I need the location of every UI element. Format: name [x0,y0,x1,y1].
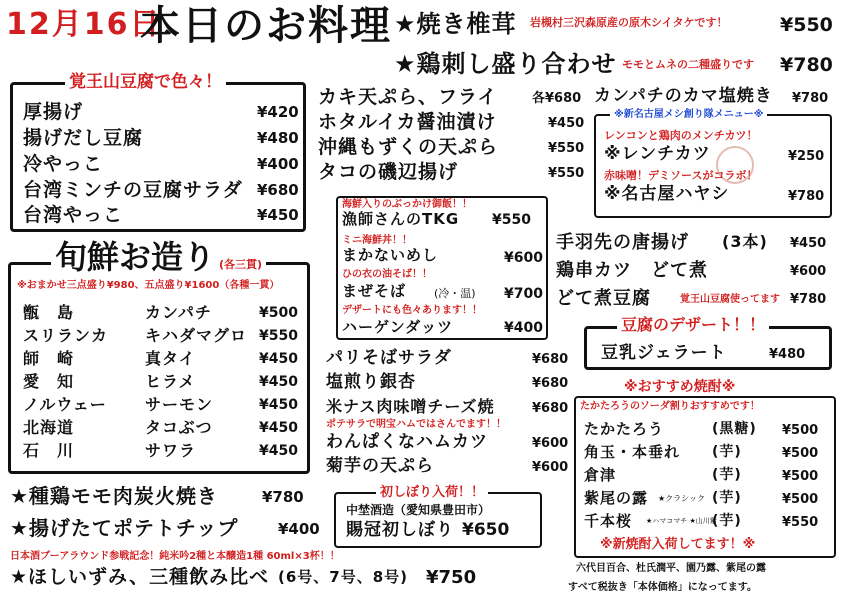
dessert-title: 豆腐のデザート！！ [617,317,769,333]
sashimi-subtitle: (各三貫) [219,258,263,271]
menu-item: 塩煎り銀杏 [326,372,416,392]
fish-price: ¥450 [259,420,298,436]
fish: 真タイ [145,349,196,368]
origin: スリランカ [23,326,109,345]
nagoya-note: レンコンと鶏肉のメンチカツ！ [604,129,758,142]
tofu-item-price: ¥400 [257,155,299,173]
shochu-sub: ★クラシック [658,494,706,503]
menu-item: カキ天ぷら、フライ [318,86,498,108]
chicken-grill-name: ★種鶏モモ肉炭火焼き [10,484,218,508]
shochu-note: たかたろうのソーダ割りおすすめです！ [580,401,760,412]
tofu-item-price: ¥680 [257,181,299,199]
origin: 石 川 [23,441,75,460]
kiri-title: 初しぼり入荷！！ [376,486,488,499]
tebasaki-name: 手羽先の唐揚げ [556,232,689,253]
nagoya-item-name: ※レンチカツ [604,144,711,164]
fish: ヒラメ [145,372,196,391]
potato-price: ¥400 [278,520,320,538]
makanai-price: ¥600 [504,250,543,266]
shochu-kind: (芋) [712,513,742,529]
menu-item: 米ナス肉味噌チーズ焼 [326,397,495,416]
fish: サーモン [145,395,214,414]
sake-price: ¥750 [426,567,477,588]
nagoya-title: ※新名古屋メシ創り隊メニュー※ [610,110,767,120]
menu-item: タコの磯辺揚げ [318,161,459,183]
tofu-item-price: ¥480 [257,129,299,147]
menu-price: ¥550 [548,141,585,156]
menu-price: ¥600 [532,460,569,475]
shochu-name: 千本桜 [584,512,633,530]
shochu-name: 倉津 [584,466,617,484]
kiri-brewery: 中埜酒造（愛知県豊田市） [346,503,491,517]
tofu-box [10,72,306,232]
shochu-kind: (芋) [712,490,742,506]
shochu-new-list: 六代目百合、杜氏潤平、園乃露、紫尾の露 [576,563,766,574]
origin: 師 崎 [23,349,75,368]
shochu-title: ※おすすめ焼酎※ [624,379,736,395]
fish-price: ¥500 [259,305,298,321]
tkg-name: 漁師さんのTKG [342,210,460,228]
chicken-sashimi-name: ★鶏刺し盛り合わせ [394,50,617,78]
mazesoba-sub: (冷・温) [434,287,476,300]
tofu-item-price: ¥450 [257,206,299,224]
rice-note: デザートにも色々あります！！ [342,305,482,316]
footnote: すべて税抜き「本体価格」になってます。 [568,582,757,593]
menu-item: パリそばサラダ [326,348,452,368]
chicken-grill-price: ¥780 [262,488,304,506]
shochu-price: ¥500 [782,492,819,507]
menu-item: 菊芋の天ぷら [326,456,434,476]
kanpachi-name: カンパチのカマ塩焼き [594,86,773,106]
tofu-item-name: 揚げだし豆腐 [23,127,144,149]
shochu-name: 紫尾の露 [584,489,649,507]
dessert-name: 豆乳ジェラート [601,343,727,363]
tebasaki-price: ¥450 [790,236,827,251]
menu-price: ¥600 [532,436,569,451]
fish: タコぶつ [145,418,213,437]
potato-name: ★揚げたてポテトチップ [10,516,239,540]
shiitake-name: ★焼き椎茸 [394,10,517,38]
chicken-sashimi-price: ¥780 [780,54,833,76]
sake-name: ★ほしいずみ、三種飲み比べ [10,566,270,588]
kiri-price: ¥650 [462,520,510,540]
shochu-box [574,396,836,558]
date: 12月16日 [6,7,162,42]
origin: ノルウェー [23,395,107,414]
menu-price: ¥680 [532,352,569,367]
tofu-item-name: 台湾ミンチの豆腐サラダ [23,179,243,201]
nagoya-note: 赤味噌！デミソースがコラボ！ [604,169,758,182]
fish-price: ¥550 [259,328,298,344]
fish: カンパチ [145,303,212,322]
tofu-title: 覚王山豆腐で色々！ [65,74,226,91]
shochu-name: 角玉・本垂れ [584,443,681,461]
tebasaki-sub: (3本) [722,232,768,251]
shiitake-price: ¥550 [780,14,833,36]
rice-box [336,196,548,340]
sashimi-title [51,238,266,276]
hamkatsu-note: ポテサラで明宝ハムではさんでます！！ [326,419,506,430]
shochu-kind: (芋) [712,444,742,460]
kanpachi-price: ¥780 [792,91,829,106]
nagoya-item-price: ¥780 [788,189,825,204]
tofu-item-name: 台湾やっこ [23,204,124,226]
menu-item: 沖縄もずくの天ぷら [318,136,499,158]
dessert-box [584,315,832,370]
haagen-price: ¥400 [504,320,543,336]
sashimi-note: ※おまかせ三点盛り¥980、五点盛り¥1600（各種一貫） [17,280,280,291]
rice-note: 海鮮入りのぶっかけ御飯！！ [342,199,472,210]
nagoya-box [594,109,832,218]
shochu-price: ¥500 [782,423,819,438]
dotenitofu-note: 覚王山豆腐使ってます [680,294,780,305]
dotenitofu-name: どて煮豆腐 [556,288,651,309]
dotenitofu-price: ¥780 [790,292,827,307]
sashimi-title-text: 旬鮮お造り [55,238,216,276]
menu-item: わんぱくなハムカツ [326,432,488,452]
sake-note: 日本酒ブーアラウンド参戦記念！純米吟2種と本醸造1種 60ml×3杯！！ [10,551,340,562]
shochu-name: たかたろう [584,420,665,438]
shiitake-note: 岩槻村三沢森原産の原木シイタケです！ [530,16,728,29]
rice-note: ひの衣の油そば！！ [342,269,432,280]
shochu-new-title: ※新焼酎入荷してます！※ [600,537,756,552]
menu-item: ホタルイカ醤油漬け [318,111,497,133]
kushikatsu-price: ¥600 [790,264,827,279]
sake-sub: (6号、7号、8号) [278,568,409,586]
shochu-price: ¥550 [782,515,819,530]
shochu-price: ¥500 [782,469,819,484]
rice-note: ミニ海鮮丼！！ [342,235,412,246]
fish-price: ¥450 [259,351,298,367]
fish-price: ¥450 [259,374,298,390]
kiri-box [334,485,542,548]
makanai-name: まかないめし [342,246,439,264]
menu-price: ¥680 [532,376,569,391]
origin: 北海道 [23,418,75,437]
tkg-price: ¥550 [492,212,531,228]
haagen-name: ハーゲンダッツ [342,318,454,336]
sashimi-box [8,238,310,474]
origin: 愛 知 [23,372,75,391]
kiri-name: 賜冠初しぼり [346,520,454,540]
menu-price: ¥680 [532,401,569,416]
kushikatsu-name: 鶏串カツ どて煮 [556,260,708,281]
nagoya-item-price: ¥250 [788,149,825,164]
stamp-circle [716,146,754,184]
mazesoba-name: まぜそば [342,282,407,300]
page-title: 本日のお料理 [140,3,392,49]
tofu-item-name: 厚揚げ [23,101,84,123]
shochu-kind: (黒糖) [712,421,757,437]
shochu-price: ¥500 [782,446,819,461]
fish-price: ¥450 [259,443,298,459]
nagoya-item-name: ※名古屋ハヤシ [604,184,730,204]
menu-price: 各¥680 [532,91,582,106]
mazesoba-price: ¥700 [504,286,543,302]
tofu-item-name: 冷やっこ [23,153,104,175]
shochu-sub: ★ハマコマチ ★山川紫 [646,517,717,525]
origin: 甑 島 [23,303,75,322]
shochu-kind: (芋) [712,467,742,483]
fish-price: ¥450 [259,397,298,413]
tofu-item-price: ¥420 [257,103,299,121]
menu-price: ¥550 [548,166,585,181]
menu-price: ¥450 [548,116,585,131]
dessert-price: ¥480 [769,347,806,362]
chicken-sashimi-note: モモとムネの二種盛りです [622,58,754,71]
fish: サワラ [145,441,197,460]
fish: キハダマグロ [145,326,248,345]
